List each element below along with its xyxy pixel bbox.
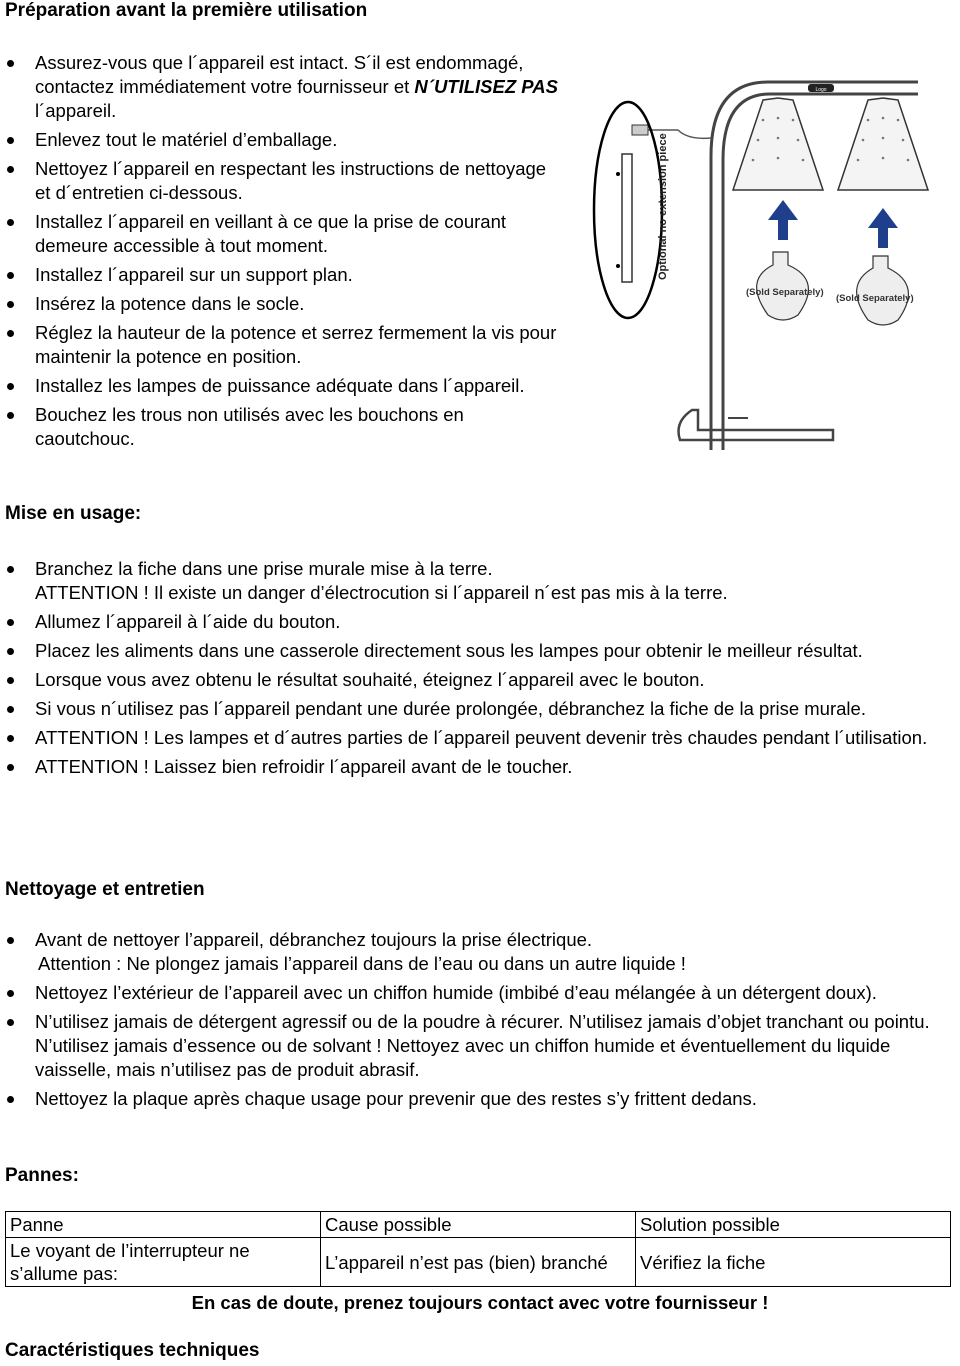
item-text: Installez les lampes de puissance adéquate dans l´appareil. (35, 375, 525, 396)
list-item (0, 321, 560, 369)
list-item (0, 1087, 955, 1111)
lamp-shade-left (733, 98, 823, 190)
item-text: Assurez-vous que l´appareil est intact. S´il est endommagé, contactez immédiatement votre fournisseur et (35, 52, 524, 97)
item-text: Installez l´appareil en veillant à ce que la prise de courant demeure accessible à tout moment. (35, 211, 507, 256)
list-item (0, 610, 950, 634)
item-text: Réglez la hauteur de la potence et serrez fermement la vis pour maintenir la potence en position. (35, 322, 557, 367)
power-cable (646, 130, 711, 138)
item-text: Enlevez tout le matériel d’emballage. (35, 129, 338, 150)
item-text: Branchez la fiche dans une prise murale mise à la terre. (35, 558, 493, 579)
list-item (0, 668, 950, 692)
cleaning-list (0, 928, 955, 1116)
table-header-row (6, 1212, 951, 1238)
table-header-cell: Cause possible (321, 1212, 636, 1238)
item-text: Bouchez les trous non utilisés avec les bouchons en caoutchouc. (35, 404, 464, 449)
list-item (0, 981, 955, 1005)
screw-dot (616, 172, 620, 176)
contact-footnote: En cas de doute, prenez toujours contact avec votre fournisseur ! (191, 1292, 769, 1313)
section-title-specs: Caractéristiques techniques (5, 1340, 260, 1361)
extension-label: Optional no extension piece (657, 133, 669, 280)
plug (632, 125, 648, 135)
sold-separately-right: (Sold Separately) (836, 293, 914, 304)
preparation-list (0, 51, 560, 456)
list-item (0, 928, 955, 976)
list-item (0, 128, 560, 152)
item-text: l´appareil. (35, 100, 117, 121)
pannes-table (5, 1211, 951, 1287)
item-text: ATTENTION ! Les lampes et d´autres parties de l´appareil peuvent devenir très chaudes pendant l´utilisation. (35, 727, 928, 748)
item-text: N’utilisez jamais de détergent agressif ou de la poudre à récurer. N’utilisez jamais d’objet tranchant ou pointu. N’utilisez jamais d’essence ou de solvant ! Nettoyez avec un chiffon humide et éventuellement du liquide vaisselle, mais n’utilisez pas de produit abrasif. (35, 1011, 930, 1080)
list-item (0, 51, 560, 123)
item-warning: ATTENTION ! Il existe un danger d’électrocution si l´appareil n´est pas mis à la terre. (35, 582, 728, 603)
item-text: Nettoyez l’extérieur de l’appareil avec un chiffon humide (imbibé d’eau mélangée à un détergent doux). (35, 982, 877, 1003)
section-title-usage: Mise en usage: (5, 503, 142, 524)
item-text: Lorsque vous avez obtenu le résultat souhaité, éteignez l´appareil avec le bouton. (35, 669, 705, 690)
list-item (0, 755, 950, 779)
bulb-right (857, 256, 909, 325)
list-item (0, 210, 560, 258)
extension-piece (622, 154, 632, 282)
list-item (0, 157, 560, 205)
table-cell: Vérifiez la fiche (636, 1238, 951, 1287)
table-header-cell: Panne (6, 1212, 321, 1238)
lamp-shade-right (838, 98, 928, 190)
bulb-left (757, 252, 809, 320)
item-emphasis: N´UTILISEZ PAS (414, 76, 558, 97)
list-item (0, 292, 560, 316)
screw-dot (616, 264, 620, 268)
item-text: Allumez l´appareil à l´aide du bouton. (35, 611, 341, 632)
lamp-stand-illustration (588, 70, 960, 460)
arrow-up-left-icon (768, 200, 798, 240)
section-title-preparation: Préparation avant la première utilisation (5, 0, 368, 21)
item-text: Placez les aliments dans une casserole directement sous les lampes pour obtenir le meilleur résultat. (35, 640, 863, 661)
item-text: Avant de nettoyer l’appareil, débranchez toujours la prise électrique. (35, 929, 593, 950)
table-row (6, 1238, 951, 1287)
item-text: Nettoyez l´appareil en respectant les instructions de nettoyage et d´entretien ci-dessous. (35, 158, 547, 203)
table-cell: L’appareil n’est pas (bien) branché (321, 1238, 636, 1287)
item-text: Nettoyez la plaque après chaque usage pour prevenir que des restes s’y frittent dedans. (35, 1088, 757, 1109)
list-item (0, 403, 560, 451)
logo-text: Logo (815, 87, 827, 93)
list-item (0, 726, 950, 750)
list-item (0, 557, 950, 605)
item-text: ATTENTION ! Laissez bien refroidir l´appareil avant de le toucher. (35, 756, 573, 777)
sold-separately-left: (Sold Separately) (746, 287, 824, 298)
list-item (0, 697, 950, 721)
stand-base (679, 410, 834, 440)
section-title-cleaning: Nettoyage et entretien (5, 879, 205, 900)
arrow-up-right-icon (868, 208, 898, 248)
item-text: Insérez la potence dans le socle. (35, 293, 305, 314)
item-text: Installez l´appareil sur un support plan. (35, 264, 353, 285)
item-warning: Attention : Ne plongez jamais l’appareil dans de l’eau ou dans un autre liquide ! (38, 953, 686, 974)
list-item (0, 1010, 955, 1082)
list-item (0, 263, 560, 287)
list-item (0, 374, 560, 398)
item-text: Si vous n´utilisez pas l´appareil pendant une durée prolongée, débranchez la fiche de la prise murale. (35, 698, 866, 719)
table-cell: Le voyant de l’interrupteur ne s’allume pas: (6, 1238, 321, 1287)
section-title-pannes: Pannes: (5, 1165, 79, 1186)
usage-list (0, 557, 950, 784)
list-item (0, 639, 950, 663)
table-header-cell: Solution possible (636, 1212, 951, 1238)
